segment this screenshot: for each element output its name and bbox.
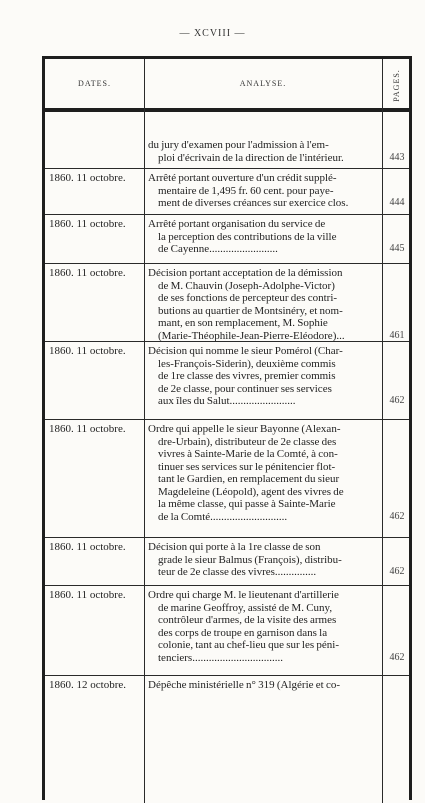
entry-analyse-line: aux îles du Salut........................ (158, 395, 296, 407)
entry-analyse (148, 218, 378, 256)
header-analyse: ANALYSE. (239, 79, 287, 88)
entry-analyse-line: teur de 2e classe des vivres............... (158, 566, 317, 578)
entry-analyse-line: Arrêté portant organisation du service de (148, 218, 326, 230)
row-separator (45, 168, 409, 169)
header-pages (384, 67, 408, 103)
running-head: — XCVIII — (179, 28, 246, 39)
header-double-rule (45, 111, 409, 112)
entry-date: 1860. 11 octobre. (49, 345, 126, 357)
entry-page-number: 462 (389, 395, 405, 406)
row-separator (45, 419, 409, 420)
entry-date: 1860. 11 octobre. (49, 589, 126, 601)
entry-analyse (148, 541, 378, 579)
entry-date: 1860. 12 octobre. (49, 679, 126, 691)
entry-analyse-line: Décision qui nomme le sieur Pomérol (Char- (148, 345, 343, 357)
row-separator (45, 585, 409, 586)
entry-analyse-line: la même classe, qui passe à Sainte-Marie (158, 498, 336, 510)
entry-analyse (148, 589, 378, 664)
entry-analyse-line: tant le Gardien, en remplacement du sieur (158, 473, 340, 485)
entry-date: 1860. 11 octobre. (49, 218, 126, 230)
row-separator (45, 341, 409, 342)
entry-analyse-line: tinuer ses services sur le pénitencier flot- (158, 460, 336, 473)
entry-page-number: 462 (389, 566, 405, 577)
entry-analyse-line: Ordre qui appelle le sieur Bayonne (Alexan- (148, 423, 341, 435)
entry-page-number: 443 (389, 151, 405, 163)
entry-analyse-line: de 1re classe des vivres, premier commis (158, 370, 336, 382)
index-table (42, 56, 412, 800)
row-separator (45, 214, 409, 215)
entry-analyse-line: de marine Geoffroy, assisté de M. Cuny, (158, 601, 333, 614)
entry-analyse-line: tenciers................................. (158, 651, 283, 664)
entry-analyse-line: de Cayenne......................... (158, 243, 278, 255)
entry-analyse-line: mant, en son remplacement, M. Sophie (158, 317, 328, 329)
entry-date: 1860. 11 octobre. (49, 267, 126, 279)
row-separator (45, 263, 409, 264)
entry-analyse-line: Dépêche ministérielle n° 319 (Algérie et co- (148, 679, 340, 691)
entry-date: 1860. 11 octobre. (49, 423, 126, 435)
entry-analyse-line: de 2e classe, pour continuer ses services (158, 382, 332, 395)
entry-analyse-line: grade le sieur Balmus (François), distribu- (158, 553, 342, 566)
entry-analyse-line: ploi d'écrivain de la direction de l'intérieur. (158, 151, 344, 164)
entry-analyse (148, 345, 378, 408)
entry-analyse-line: de la Comté............................ (158, 510, 288, 523)
entry-analyse (148, 679, 378, 692)
entry-analyse-line: Ordre qui charge M. le lieutenant d'artillerie (148, 589, 339, 601)
entry-page-number: 444 (389, 197, 405, 208)
entry-analyse-line: de ses fonctions de percepteur des contri- (158, 292, 338, 304)
entry-analyse-line: Décision portant acceptation de la démission (148, 267, 343, 279)
entry-page-number: 445 (389, 243, 405, 254)
entry-analyse-line: du jury d'examen pour l'admission à l'em- (148, 139, 329, 151)
header-dates: DATES. (78, 79, 111, 88)
entry-page-number: 462 (389, 651, 405, 663)
entry-page-number: 462 (389, 510, 405, 522)
entry-analyse-line: ment de diverses créances sur exercice clos. (158, 197, 349, 209)
entry-analyse (148, 423, 378, 523)
entry-analyse-line: vivres à Sainte-Marie de la Comté, à con- (158, 448, 338, 460)
entry-analyse-line: les-François-Siderin), deuxième commis (158, 357, 336, 370)
entry-page-number: 461 (389, 329, 405, 341)
entry-analyse-line: butions au quartier de Montsinéry, et nom- (158, 304, 343, 317)
row-separator (45, 675, 409, 676)
entry-analyse-line: (Marie-Théophile-Jean-Pierre-Eléodore)... (158, 329, 345, 342)
table-header (45, 59, 409, 111)
entry-analyse-line: colonie, tant au chef-lieu que sur les péni- (158, 639, 339, 651)
entry-analyse-line: Décision qui porte à la 1re classe de son (148, 541, 321, 553)
column-rule-pages (382, 59, 383, 803)
entry-analyse-line: contrôleur d'armes, de la visite des armes (158, 614, 337, 626)
entry-analyse (148, 267, 378, 342)
entry-analyse-line: des corps de troupe en garnison dans la (158, 626, 328, 639)
header-pages-label: PAGES. (391, 68, 401, 102)
entry-analyse (148, 172, 378, 210)
entry-analyse-line: de M. Chauvin (Joseph-Adolphe-Victor) (158, 279, 335, 292)
entry-analyse-line: la perception des contributions de la ville (158, 230, 337, 243)
entry-date: 1860. 11 octobre. (49, 172, 126, 184)
entry-analyse-line: dre-Urbain), distributeur de 2e classe des (158, 435, 337, 448)
entry-date: 1860. 11 octobre. (49, 541, 126, 553)
column-rule-dates (144, 59, 145, 803)
entry-analyse-line: mentaire de 1,495 fr. 60 cent. pour paye- (158, 184, 334, 197)
entry-analyse-line: Arrêté portant ouverture d'un crédit supplé- (148, 172, 337, 184)
row-separator (45, 537, 409, 538)
entry-analyse-line: Magdeleine (Léopold), agent des vivres de (158, 485, 344, 498)
entry-analyse (148, 139, 378, 164)
